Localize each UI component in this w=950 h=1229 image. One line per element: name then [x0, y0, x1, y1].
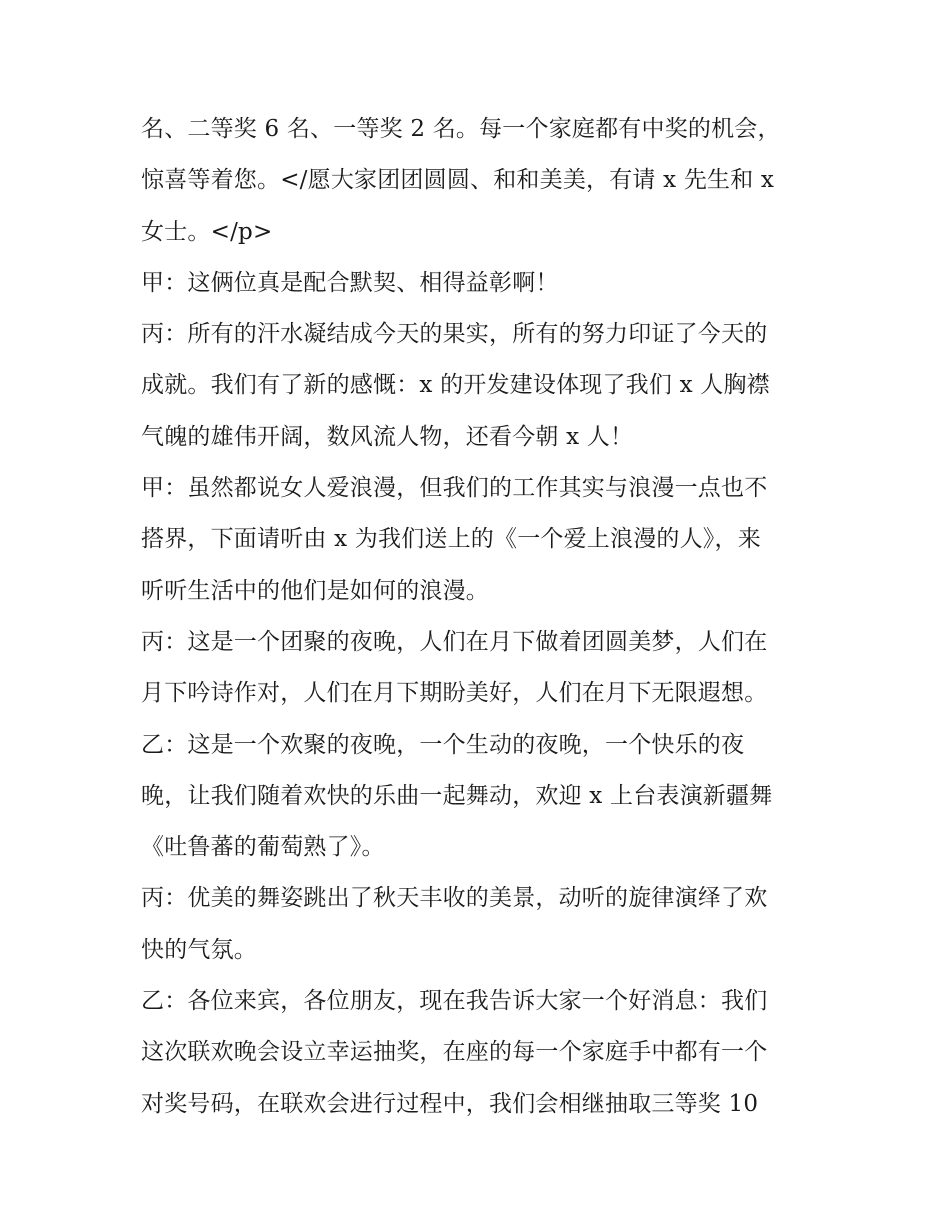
text-line: 甲：这俩位真是配合默契、相得益彰啊！ [141, 269, 559, 296]
text-line: 甲：虽然都说女人爱浪漫，但我们的工作其实与浪漫一点也不 [141, 475, 768, 502]
text-line: 对奖号码，在联欢会进行过程中，我们会相继抽取三等奖 10 [141, 1090, 759, 1117]
text-line: 乙：这是一个欢聚的夜晚，一个生动的夜晚，一个快乐的夜 [141, 731, 745, 758]
text-line: 惊喜等着您。</愿大家团团圆圆、和和美美，有请 x 先生和 x [141, 167, 775, 194]
text-line: 晚，让我们随着欢快的乐曲一起舞动，欢迎 x 上台表演新疆舞 [141, 782, 773, 809]
text-line: 丙：所有的汗水凝结成今天的果实，所有的努力印证了今天的 [141, 321, 768, 348]
text-line: 搭界，下面请听由 x 为我们送上的《一个爱上浪漫的人》，来 [141, 526, 761, 553]
text-line: 听听生活中的他们是如何的浪漫。 [141, 577, 489, 604]
text-line: 气魄的雄伟开阔，数风流人物，还看今朝 x 人！ [141, 423, 634, 450]
text-line: 丙：这是一个团聚的夜晚，人们在月下做着团圆美梦，人们在 [141, 628, 768, 655]
text-line: 名、二等奖 6 名、一等奖 2 名。每一个家庭都有中奖的机会， [141, 116, 781, 142]
text-line: 丙：优美的舞姿跳出了秋天丰收的美景，动听的旋律演绎了欢 [141, 885, 768, 912]
text-line: 《吐鲁蕃的葡萄熟了》。 [141, 834, 385, 861]
text-line: 这次联欢晚会设立幸运抽奖，在座的每一个家庭手中都有一个 [141, 1039, 768, 1066]
text-line: 乙：各位来宾，各位朋友，现在我告诉大家一个好消息：我们 [141, 988, 768, 1015]
text-line: 成就。我们有了新的感慨：x 的开发建设体现了我们 x 人胸襟 [141, 372, 770, 399]
text-line: 女士。</p> [141, 218, 273, 245]
text-line: 快的气氛。 [141, 936, 257, 963]
text-line: 月下吟诗作对，人们在月下期盼美好，人们在月下无限遐想。 [141, 680, 768, 707]
document-body [141, 104, 821, 1130]
